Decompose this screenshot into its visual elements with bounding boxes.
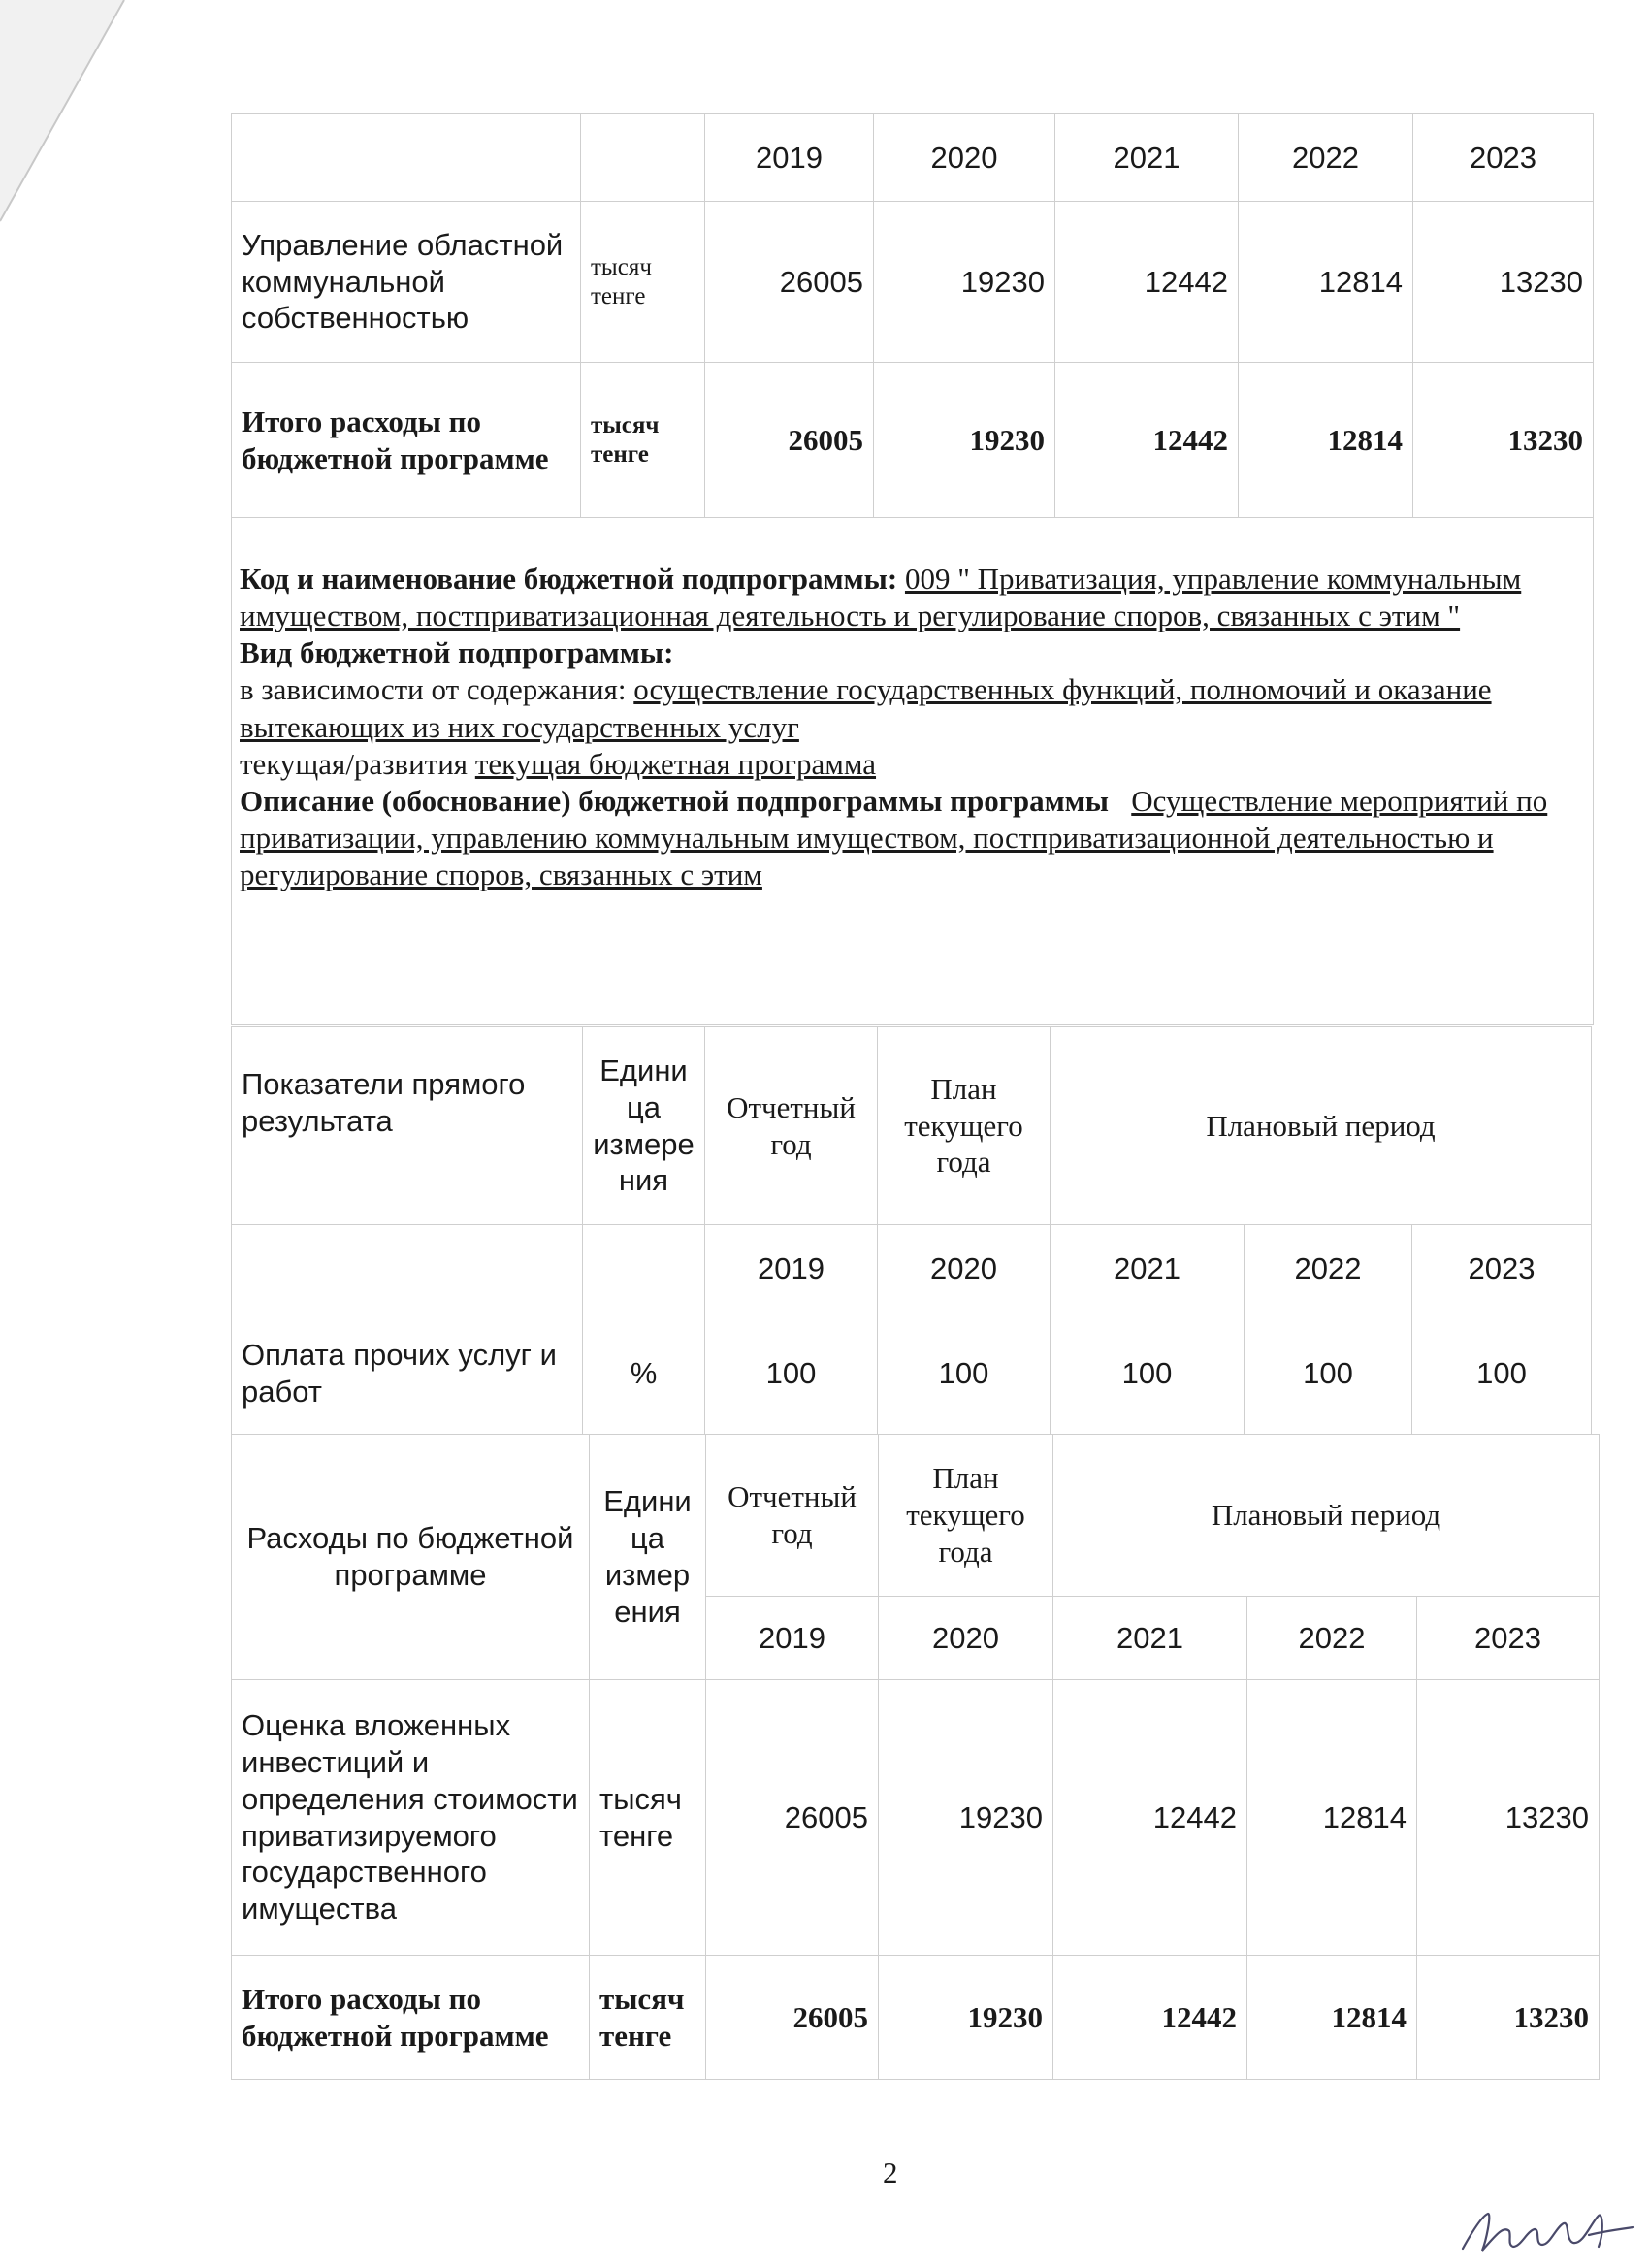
year-cell: 2019 <box>705 114 874 202</box>
value-cell: 26005 <box>705 202 874 363</box>
table-row <box>232 1680 1600 1956</box>
expenses-header: Расходы по бюджетной программе <box>232 1435 590 1680</box>
value-cell: 19230 <box>879 1680 1053 1956</box>
unit-cell: тысяч тенге <box>581 202 705 363</box>
code-label: Код и наименование бюджетной подпрограммы: <box>240 562 898 596</box>
value-cell: 12814 <box>1247 1680 1417 1956</box>
header-row <box>232 1027 1592 1225</box>
year-cell: 2019 <box>705 1225 878 1312</box>
value-cell: 12814 <box>1239 202 1413 363</box>
unit-cell: тысяч тенге <box>590 1956 706 2080</box>
value-cell: 19230 <box>879 1956 1053 2080</box>
type-label: Вид бюджетной подпрограммы: <box>240 635 674 670</box>
year-cell: 2023 <box>1417 1597 1600 1680</box>
total-row <box>232 363 1594 518</box>
plan-current-header: План текущего года <box>878 1027 1051 1225</box>
value-cell: 100 <box>705 1312 878 1435</box>
year-header-row <box>232 1225 1592 1312</box>
content-label: в зависимости от содержания: <box>240 672 627 707</box>
unit-cell: тысяч тенге <box>581 363 705 518</box>
current-label: текущая/развития <box>240 746 469 781</box>
report-year-header: Отчетный год <box>706 1435 879 1597</box>
year-cell: 2020 <box>878 1225 1051 1312</box>
value-cell: 19230 <box>874 202 1055 363</box>
plan-period-header: Плановый период <box>1053 1435 1600 1597</box>
signature-image <box>1453 2202 1647 2260</box>
year-header-row <box>232 114 1594 202</box>
page-number: 2 <box>883 2155 898 2189</box>
value-cell: 12442 <box>1055 363 1239 518</box>
value-cell: 12442 <box>1053 1956 1247 2080</box>
description-value: Осуществление мероприятий по приватизации, управлению коммунальным имуществом, постприватизационной деятельностью и регулирование споров, связанных с этим <box>240 783 1548 891</box>
value-cell: 100 <box>1412 1312 1592 1435</box>
value-cell: 12814 <box>1247 1956 1417 2080</box>
unit-cell: тысяч тенге <box>590 1680 706 1956</box>
total-row <box>232 1956 1600 2080</box>
content-value: осуществление государственных функций, полномочий и оказание вытекающих из них государственных услуг <box>240 672 1492 744</box>
year-cell: 2023 <box>1412 1225 1592 1312</box>
year-cell: 2020 <box>879 1597 1053 1680</box>
value-cell: 12442 <box>1053 1680 1247 1956</box>
value-cell: 26005 <box>706 1956 879 2080</box>
value-cell: 100 <box>1051 1312 1245 1435</box>
value-cell: 100 <box>1245 1312 1412 1435</box>
total-label: Итого расходы по бюджетной программе <box>232 363 581 518</box>
value-cell: 100 <box>878 1312 1051 1435</box>
year-cell: 2023 <box>1413 114 1594 202</box>
value-cell: 26005 <box>706 1680 879 1956</box>
value-cell: 26005 <box>705 363 874 518</box>
indicator-header: Показатели прямого результата <box>232 1027 583 1225</box>
program-expenses-detail-table <box>231 1434 1600 2080</box>
year-cell: 2022 <box>1245 1225 1412 1312</box>
plan-period-header: Плановый период <box>1051 1027 1592 1225</box>
year-cell: 2021 <box>1051 1225 1245 1312</box>
unit-header: Едини ца измер ения <box>590 1435 706 1680</box>
value-cell: 13230 <box>1417 1956 1600 2080</box>
year-cell: 2022 <box>1247 1597 1417 1680</box>
description-label: Описание (обоснование) бюджетной подпрограммы программы <box>240 783 1110 818</box>
year-cell: 2021 <box>1053 1597 1247 1680</box>
year-cell: 2022 <box>1239 114 1413 202</box>
value-cell: 12814 <box>1239 363 1413 518</box>
year-cell: 2020 <box>874 114 1055 202</box>
value-cell: 19230 <box>874 363 1055 518</box>
header-row <box>232 1435 1600 1597</box>
value-cell: 13230 <box>1413 202 1594 363</box>
plan-current-header: План текущего года <box>879 1435 1053 1597</box>
code-value: 009 " Приватизация, управление коммунальным имуществом, постприватизационная деятельность и регулирование споров, связанных с этим " <box>240 562 1522 633</box>
value-cell: 13230 <box>1413 363 1594 518</box>
unit-cell: % <box>583 1312 705 1435</box>
row-label: Управление областной коммунальной собственностью <box>232 202 581 363</box>
row-label: Оплата прочих услуг и работ <box>232 1312 583 1435</box>
table-row <box>232 202 1594 363</box>
total-label: Итого расходы по бюджетной программе <box>232 1956 590 2080</box>
scan-edge-artifact <box>0 0 126 223</box>
report-year-header: Отчетный год <box>705 1027 878 1225</box>
budget-program-expenses-table <box>231 113 1594 1025</box>
value-cell: 13230 <box>1417 1680 1600 1956</box>
subprogram-description-row <box>232 518 1594 1025</box>
value-cell: 12442 <box>1055 202 1239 363</box>
direct-result-indicators-table <box>231 1026 1592 1435</box>
year-cell: 2019 <box>706 1597 879 1680</box>
subprogram-description <box>232 518 1594 1025</box>
row-label: Оценка вложенных инвестиций и определения стоимости приватизируемого государственного имущества <box>232 1680 590 1956</box>
table-row <box>232 1312 1592 1435</box>
current-value: текущая бюджетная программа <box>474 746 877 781</box>
year-cell: 2021 <box>1055 114 1239 202</box>
unit-header: Едини ца измере ния <box>583 1027 705 1225</box>
